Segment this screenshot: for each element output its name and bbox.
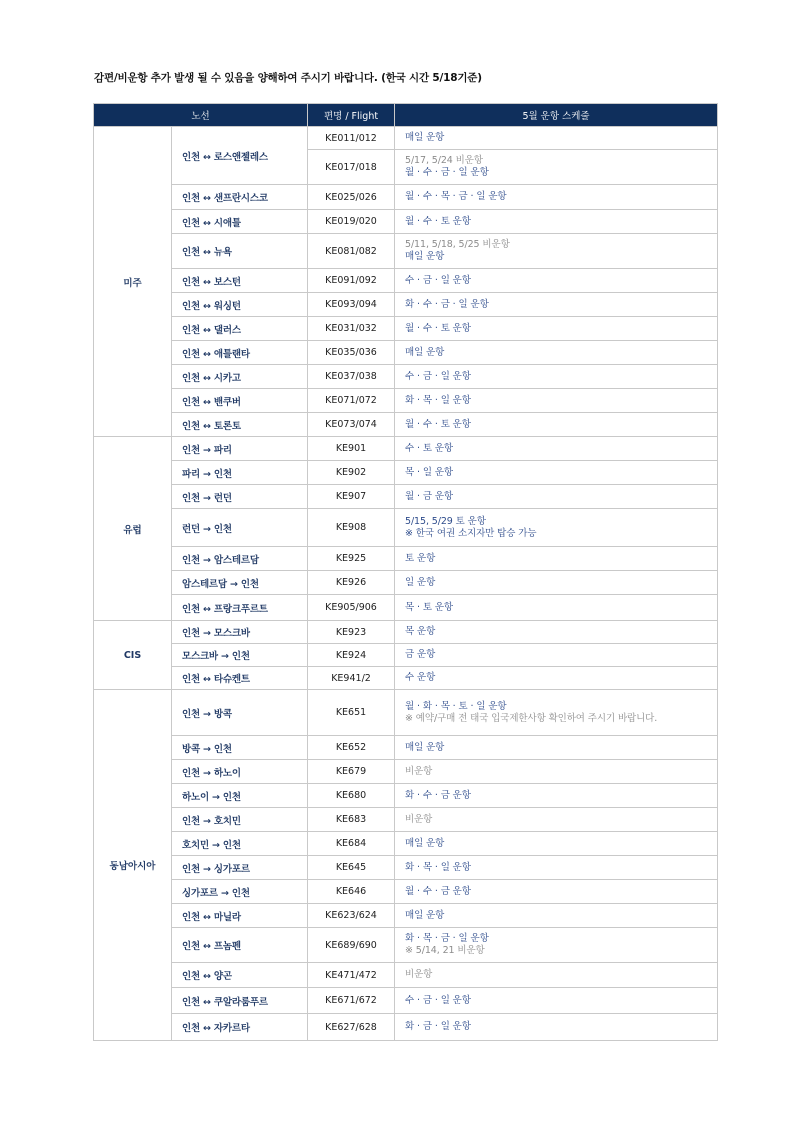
- route-cell: 하노이 → 인천: [172, 784, 308, 808]
- schedule-line: 비운항: [405, 765, 433, 777]
- table-row: [94, 185, 718, 210]
- flight-number-cell: KE923: [308, 621, 395, 644]
- schedule-line: 일 운항: [405, 576, 436, 588]
- schedule-cell: [395, 904, 718, 928]
- table-row: [94, 667, 718, 690]
- flight-number-cell: KE680: [308, 784, 395, 808]
- flight-number-cell: KE091/092: [308, 269, 395, 293]
- flight-schedule-table: [93, 103, 718, 1041]
- table-row: [94, 621, 718, 644]
- schedule-line: 화 · 금 · 일 운항: [405, 1021, 471, 1032]
- route-cell: 인천 → 방콕: [172, 690, 308, 736]
- schedule-cell: [395, 341, 718, 365]
- route-cell: 인천 ↔ 쿠알라룸푸르: [172, 988, 308, 1014]
- flight-number-cell: KE925: [308, 547, 395, 571]
- flight-number-cell: KE689/690: [308, 928, 395, 963]
- schedule-cell: [395, 150, 718, 185]
- schedule-line: 수 · 금 · 일 운항: [405, 994, 471, 1006]
- schedule-line: 월 · 수 · 토 운항: [405, 322, 471, 334]
- route-cell: 인천 ↔ 댈러스: [172, 317, 308, 341]
- table-row: [94, 595, 718, 621]
- notice-text: 감편/비운항 추가 발생 될 수 있음을 양해하여 주시기 바랍니다. (한국 시간 5/18기준): [94, 72, 482, 84]
- route-cell: 모스크바 → 인천: [172, 644, 308, 667]
- flight-number-cell: KE035/036: [308, 341, 395, 365]
- route-cell: 인천 ↔ 보스턴: [172, 269, 308, 293]
- table-row: [94, 461, 718, 485]
- schedule-line: 화 · 목 · 금 · 일 운항: [405, 933, 489, 944]
- route-cell: 파리 → 인천: [172, 461, 308, 485]
- flight-number-cell: KE907: [308, 485, 395, 509]
- table-row: [94, 644, 718, 667]
- flight-number-cell: KE679: [308, 760, 395, 784]
- schedule-line: 금 운항: [405, 649, 436, 660]
- header-route: 노선: [94, 104, 308, 127]
- route-cell: 인천 ↔ 마닐라: [172, 904, 308, 928]
- schedule-line: 매일 운항: [405, 837, 445, 849]
- schedule-cell: [395, 784, 718, 808]
- table-row: [94, 832, 718, 856]
- table-row: [94, 509, 718, 547]
- schedule-cell: [395, 185, 718, 210]
- schedule-line: 5/17, 5/24 비운항: [405, 155, 483, 166]
- schedule-line: 화 · 수 · 금 · 일 운항: [405, 298, 489, 310]
- table-body: [94, 127, 718, 1041]
- schedule-cell: [395, 389, 718, 413]
- route-cell: 인천 ↔ 시애틀: [172, 210, 308, 234]
- schedule-cell: [395, 928, 718, 963]
- route-cell: 인천 ↔ 양곤: [172, 963, 308, 988]
- route-cell: 런던 → 인천: [172, 509, 308, 547]
- flight-number-cell: KE037/038: [308, 365, 395, 389]
- schedule-cell: [395, 690, 718, 736]
- table-row: [94, 269, 718, 293]
- flight-number-cell: KE671/672: [308, 988, 395, 1014]
- route-cell: 인천 → 암스테르담: [172, 547, 308, 571]
- schedule-cell: [395, 760, 718, 784]
- schedule-cell: [395, 365, 718, 389]
- schedule-line: 수 · 금 · 일 운항: [405, 274, 471, 286]
- flight-number-cell: KE941/2: [308, 667, 395, 690]
- route-cell: 인천 → 파리: [172, 437, 308, 461]
- table-row: [94, 856, 718, 880]
- flight-number-cell: KE926: [308, 571, 395, 595]
- flight-number-cell: KE646: [308, 880, 395, 904]
- schedule-line: 목 · 토 운항: [405, 601, 454, 613]
- table-row: [94, 928, 718, 963]
- schedule-cell: [395, 547, 718, 571]
- schedule-cell: [395, 595, 718, 621]
- region-cell: 동남아시아: [94, 690, 172, 1041]
- schedule-cell: [395, 210, 718, 234]
- route-cell: 인천 ↔ 뉴욕: [172, 234, 308, 269]
- schedule-line: 목 · 일 운항: [405, 466, 454, 478]
- schedule-cell: [395, 644, 718, 667]
- schedule-line: 월 · 수 · 금 운항: [405, 885, 471, 897]
- route-cell: 인천 → 싱가포르: [172, 856, 308, 880]
- table-row: [94, 784, 718, 808]
- flight-number-cell: KE902: [308, 461, 395, 485]
- route-cell: 인천 → 호치민: [172, 808, 308, 832]
- table-row: [94, 963, 718, 988]
- schedule-line: 화 · 목 · 일 운항: [405, 861, 471, 873]
- route-cell: 인천 ↔ 자카르타: [172, 1014, 308, 1041]
- table-row: [94, 760, 718, 784]
- schedule-line: 목 운항: [405, 626, 436, 637]
- schedule-cell: [395, 880, 718, 904]
- schedule-cell: [395, 293, 718, 317]
- route-cell: 인천 ↔ 토론토: [172, 413, 308, 437]
- schedule-line: 월 · 수 · 목 · 금 · 일 운항: [405, 191, 507, 202]
- table-row: [94, 210, 718, 234]
- schedule-line: 월 · 금 운항: [405, 490, 454, 502]
- schedule-cell: [395, 509, 718, 547]
- route-cell: 싱가포르 → 인천: [172, 880, 308, 904]
- table-row: [94, 547, 718, 571]
- schedule-cell: [395, 808, 718, 832]
- table-row: [94, 904, 718, 928]
- flight-number-cell: KE627/628: [308, 1014, 395, 1041]
- schedule-cell: [395, 234, 718, 269]
- route-cell: 인천 → 모스크바: [172, 621, 308, 644]
- flight-number-cell: KE093/094: [308, 293, 395, 317]
- table-row: [94, 988, 718, 1014]
- schedule-cell: [395, 832, 718, 856]
- schedule-line: 수 운항: [405, 672, 436, 683]
- region-cell: CIS: [94, 621, 172, 690]
- table-row: [94, 389, 718, 413]
- schedule-line: 토 운항: [405, 552, 436, 564]
- flight-number-cell: KE081/082: [308, 234, 395, 269]
- table-row: [94, 317, 718, 341]
- route-cell: 인천 ↔ 프랑크푸르트: [172, 595, 308, 621]
- table-row: [94, 413, 718, 437]
- table-row: [94, 341, 718, 365]
- schedule-line: 5/15, 5/29 토 운항: [405, 515, 486, 527]
- table-row: [94, 880, 718, 904]
- route-cell: 인천 ↔ 샌프란시스코: [172, 185, 308, 210]
- flight-number-cell: KE623/624: [308, 904, 395, 928]
- route-cell: 인천 ↔ 프놈펜: [172, 928, 308, 963]
- schedule-cell: [395, 437, 718, 461]
- schedule-line: 월 · 수 · 토 운항: [405, 418, 471, 430]
- flight-number-cell: KE073/074: [308, 413, 395, 437]
- flight-number-cell: KE924: [308, 644, 395, 667]
- route-cell: 인천 → 하노이: [172, 760, 308, 784]
- route-cell: 인천 ↔ 타슈켄트: [172, 667, 308, 690]
- schedule-line: 비운항: [405, 813, 433, 825]
- schedule-cell: [395, 621, 718, 644]
- schedule-line: 월 · 화 · 목 · 토 · 일 운항: [405, 700, 507, 712]
- schedule-line: 비운항: [405, 969, 433, 980]
- flight-number-cell: KE071/072: [308, 389, 395, 413]
- table-row: [94, 293, 718, 317]
- route-cell: 인천 ↔ 애틀랜타: [172, 341, 308, 365]
- flight-number-cell: KE031/032: [308, 317, 395, 341]
- table-row: [94, 736, 718, 760]
- route-cell: 방콕 → 인천: [172, 736, 308, 760]
- table-row: [94, 485, 718, 509]
- region-cell: 유럽: [94, 437, 172, 621]
- schedule-cell: [395, 485, 718, 509]
- table-row: [94, 1014, 718, 1041]
- schedule-cell: [395, 1014, 718, 1041]
- schedule-line: 매일 운항: [405, 251, 445, 262]
- flight-number-cell: KE684: [308, 832, 395, 856]
- flight-number-cell: KE908: [308, 509, 395, 547]
- route-cell: 인천 ↔ 밴쿠버: [172, 389, 308, 413]
- flight-number-cell: KE645: [308, 856, 395, 880]
- schedule-cell: [395, 856, 718, 880]
- route-cell: 인천 ↔ 시카고: [172, 365, 308, 389]
- schedule-cell: [395, 571, 718, 595]
- table-row: [94, 234, 718, 269]
- header-flight: 편명 / Flight: [308, 104, 395, 127]
- schedule-cell: [395, 667, 718, 690]
- flight-number-cell: KE017/018: [308, 150, 395, 185]
- flight-number-cell: KE651: [308, 690, 395, 736]
- schedule-cell: [395, 127, 718, 150]
- table-row: [94, 437, 718, 461]
- route-cell: 인천 ↔ 로스앤젤레스: [172, 127, 308, 185]
- schedule-line: 매일 운항: [405, 741, 445, 753]
- flight-number-cell: KE011/012: [308, 127, 395, 150]
- route-cell: 인천 ↔ 워싱턴: [172, 293, 308, 317]
- route-cell: 암스테르담 → 인천: [172, 571, 308, 595]
- table-row: [94, 571, 718, 595]
- schedule-line: 매일 운항: [405, 132, 445, 143]
- flight-number-cell: KE471/472: [308, 963, 395, 988]
- schedule-cell: [395, 988, 718, 1014]
- schedule-line: 수 · 금 · 일 운항: [405, 370, 471, 382]
- schedule-line: 매일 운항: [405, 909, 445, 921]
- flight-number-cell: KE019/020: [308, 210, 395, 234]
- route-cell: 호치민 → 인천: [172, 832, 308, 856]
- schedule-line: 수 · 토 운항: [405, 442, 454, 454]
- table-row: [94, 690, 718, 736]
- schedule-line: 화 · 목 · 일 운항: [405, 394, 471, 406]
- schedule-line: 월 · 수 · 토 운항: [405, 215, 471, 227]
- schedule-cell: [395, 269, 718, 293]
- table-header-row: [94, 104, 718, 127]
- table-row: [94, 365, 718, 389]
- schedule-line: 화 · 수 · 금 운항: [405, 789, 471, 801]
- table-row: [94, 127, 718, 150]
- header-schedule: 5월 운항 스케줄: [395, 104, 718, 127]
- schedule-cell: [395, 317, 718, 341]
- route-cell: 인천 → 런던: [172, 485, 308, 509]
- schedule-line: ※ 예약/구매 전 태국 입국제한사항 확인하여 주시기 바랍니다.: [405, 712, 658, 724]
- region-cell: 미주: [94, 127, 172, 437]
- flight-number-cell: KE901: [308, 437, 395, 461]
- schedule-cell: [395, 736, 718, 760]
- flight-number-cell: KE683: [308, 808, 395, 832]
- flight-number-cell: KE652: [308, 736, 395, 760]
- schedule-line: 5/11, 5/18, 5/25 비운항: [405, 239, 510, 250]
- table-row: [94, 808, 718, 832]
- schedule-line: ※ 5/14, 21 비운항: [405, 945, 485, 956]
- schedule-line: 월 · 수 · 금 · 일 운항: [405, 167, 489, 178]
- schedule-line: 매일 운항: [405, 346, 445, 358]
- schedule-line: ※ 한국 여권 소지자만 탑승 가능: [405, 527, 537, 539]
- flight-number-cell: KE905/906: [308, 595, 395, 621]
- schedule-cell: [395, 461, 718, 485]
- flight-number-cell: KE025/026: [308, 185, 395, 210]
- schedule-cell: [395, 963, 718, 988]
- schedule-cell: [395, 413, 718, 437]
